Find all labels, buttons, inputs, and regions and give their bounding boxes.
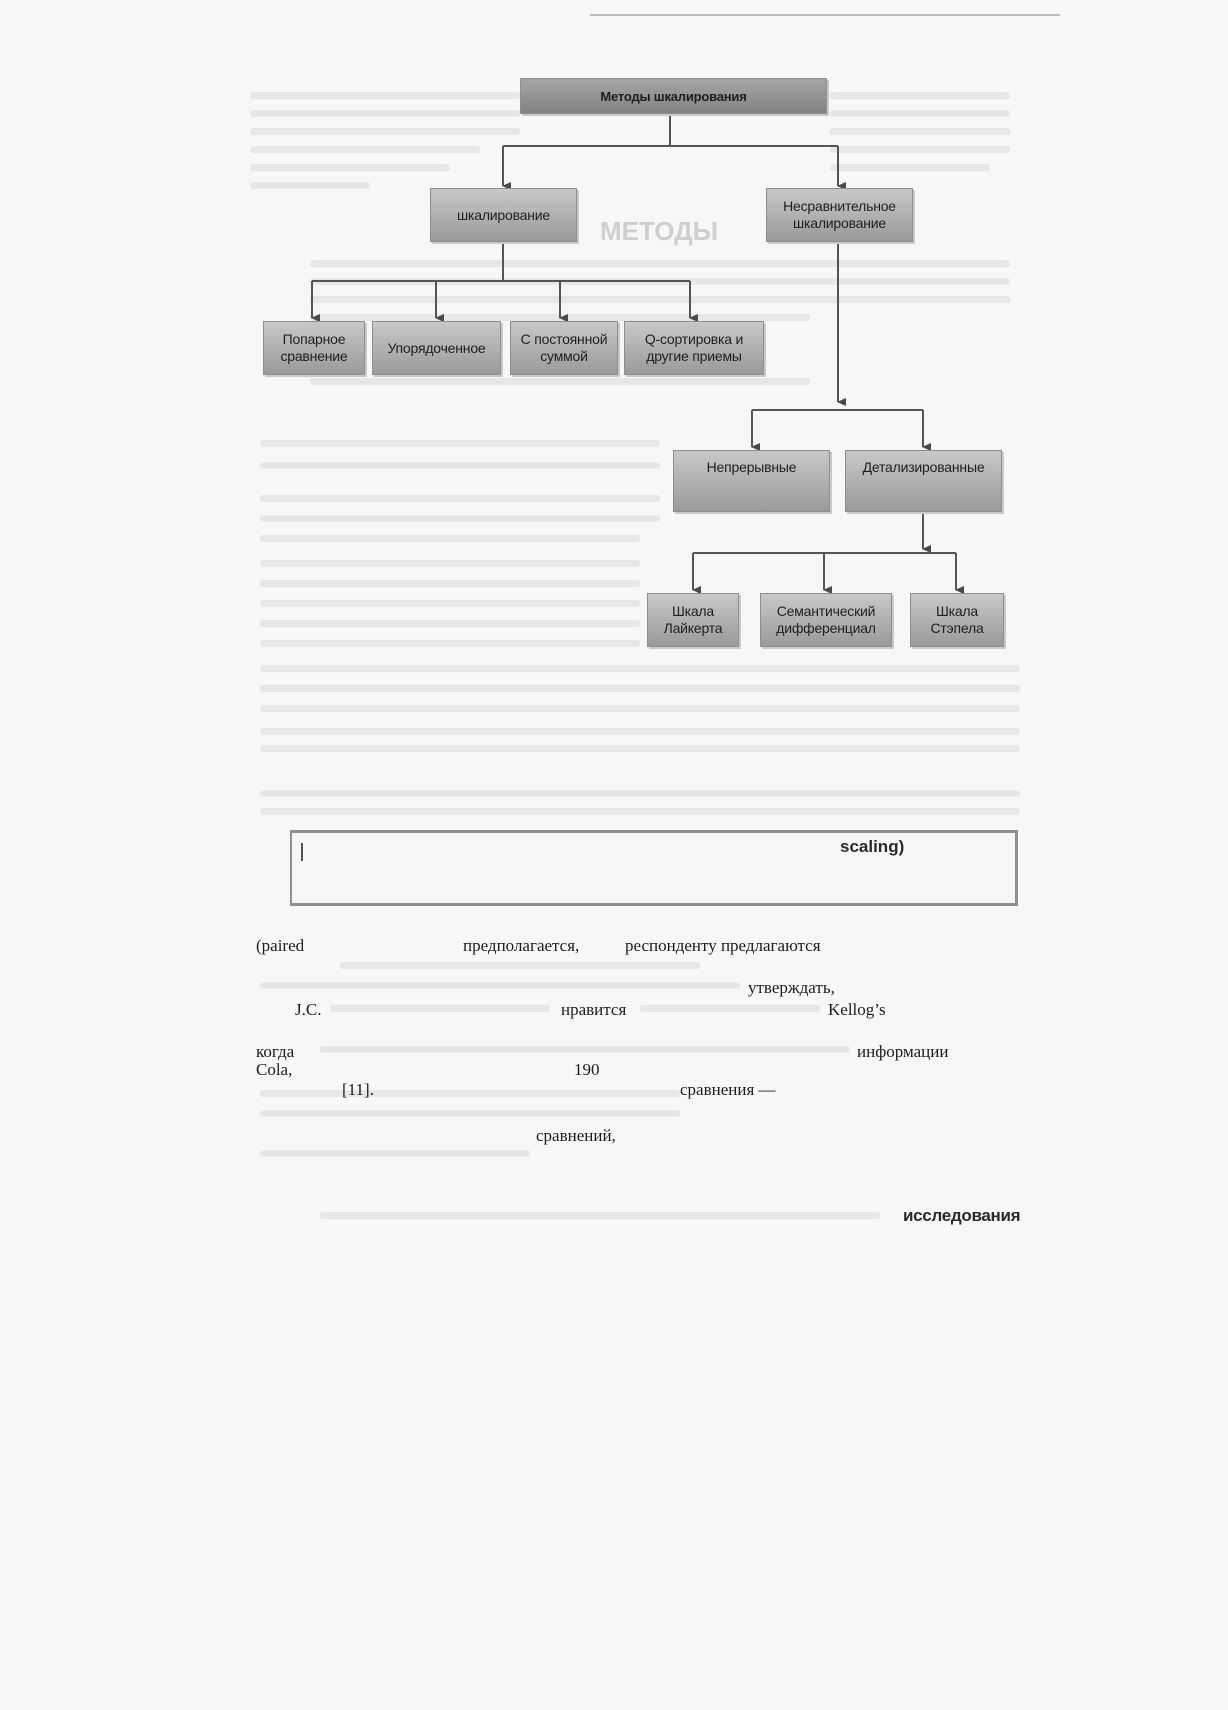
itemized-node: Детализированные: [845, 450, 1002, 512]
bleed-heading: МЕТОДЫ: [600, 216, 719, 246]
q-sort-node: Q-сортировка и другие приемы: [624, 321, 764, 375]
scaling-methods-diagram: [0, 0, 1228, 700]
stapel-scale-node: Шкала Стэпела: [910, 593, 1004, 647]
noncomparative-scaling-node: Несравнительное шкалирование: [766, 188, 913, 242]
body-word: J.C.: [295, 1000, 322, 1019]
paired-comparison-node: Попарное сравнение: [263, 321, 365, 375]
body-word: 190: [574, 1060, 600, 1079]
rank-order-node: Упорядоченное: [372, 321, 501, 375]
body-word: нравится: [561, 1000, 627, 1019]
root-node: Методы шкалирования: [520, 78, 827, 114]
body-word: предполагается,: [463, 936, 580, 955]
body-word: Cola,: [256, 1060, 293, 1079]
continuous-node: Непрерывные: [673, 450, 830, 512]
running-footer: исследования: [903, 1206, 1021, 1225]
comparative-scaling-node: шкалирование: [430, 188, 577, 242]
likert-scale-node: Шкала Лайкерта: [647, 593, 739, 647]
body-word: информации: [857, 1042, 949, 1061]
box-cursor-mark: [301, 843, 303, 861]
body-word: [11].: [342, 1080, 374, 1099]
body-word: когда: [256, 1042, 295, 1061]
constant-sum-node: С постоянной суммой: [510, 321, 618, 375]
body-word: сравнения —: [680, 1080, 776, 1099]
body-word: респонденту предлагаются: [625, 936, 821, 955]
body-word: (paired: [256, 936, 305, 955]
term-keyword: scaling): [840, 837, 905, 856]
body-word: утверждать,: [748, 978, 835, 997]
body-word: сравнений,: [536, 1126, 616, 1145]
term-definition-box: [290, 830, 1018, 906]
body-word: Kellog’s: [828, 1000, 886, 1019]
semantic-differential-node: Семантический дифференциал: [760, 593, 892, 647]
